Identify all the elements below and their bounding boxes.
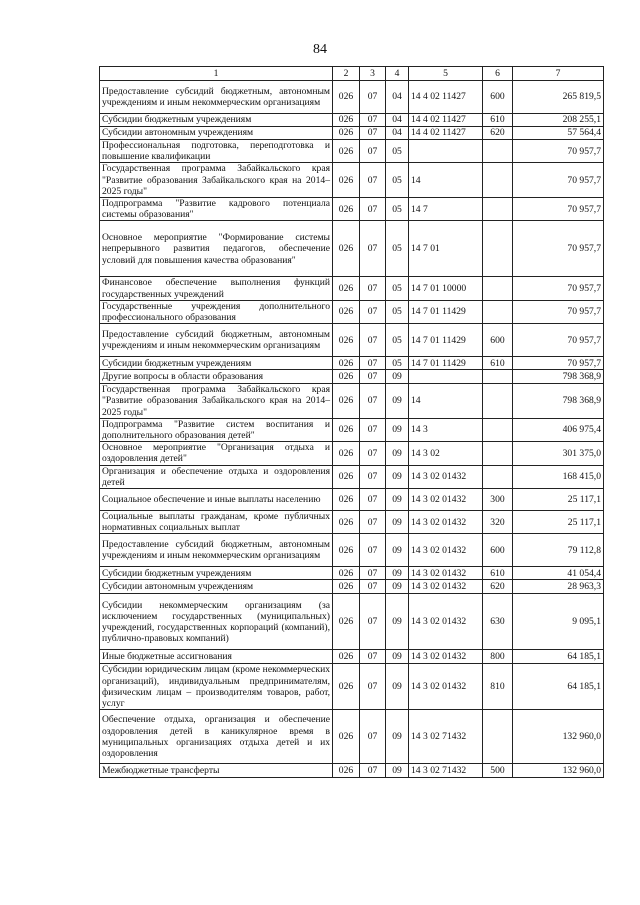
row-section: 07 — [360, 163, 386, 198]
row-subsection: 09 — [386, 580, 409, 594]
row-subsection: 05 — [386, 357, 409, 370]
row-subsection: 05 — [386, 221, 409, 277]
row-expense-type — [483, 465, 513, 488]
row-section: 07 — [360, 300, 386, 323]
row-subsection: 05 — [386, 324, 409, 357]
row-amount: 41 054,4 — [513, 567, 604, 580]
row-name: Профессиональная подготовка, переподготовка и повышение квалификации — [100, 140, 333, 163]
row-code-admin: 026 — [333, 489, 360, 511]
table-row — [100, 580, 604, 594]
row-subsection: 09 — [386, 418, 409, 441]
row-target-article: 14 4 02 11427 — [409, 127, 483, 140]
row-expense-type: 610 — [483, 114, 513, 127]
row-amount: 208 255,1 — [513, 114, 604, 127]
table-row — [100, 534, 604, 567]
row-section: 07 — [360, 357, 386, 370]
table-row — [100, 221, 604, 277]
table-row — [100, 198, 604, 221]
row-section: 07 — [360, 221, 386, 277]
row-expense-type: 600 — [483, 324, 513, 357]
row-section: 07 — [360, 465, 386, 488]
row-amount: 798 368,9 — [513, 370, 604, 384]
row-section: 07 — [360, 127, 386, 140]
row-name: Обеспечение отдыха, организация и обеспечение оздоровления детей в каникулярное время в муниципальных организациях отдыха детей и их оздоровления — [100, 710, 333, 764]
row-target-article: 14 3 02 — [409, 442, 483, 465]
row-target-article: 14 7 — [409, 198, 483, 221]
row-subsection: 09 — [386, 650, 409, 664]
row-subsection: 09 — [386, 534, 409, 567]
row-expense-type: 600 — [483, 534, 513, 567]
row-expense-type — [483, 418, 513, 441]
row-code-admin: 026 — [333, 357, 360, 370]
row-amount: 79 112,8 — [513, 534, 604, 567]
row-section: 07 — [360, 370, 386, 384]
row-amount: 132 960,0 — [513, 764, 604, 778]
row-name: Организация и обеспечение отдыха и оздоровления детей — [100, 465, 333, 488]
row-subsection: 05 — [386, 140, 409, 163]
table-row — [100, 664, 604, 710]
row-name: Предоставление субсидий бюджетным, автономным учреждениям и иным некоммерческим организациям — [100, 324, 333, 357]
row-amount: 798 368,9 — [513, 384, 604, 419]
row-target-article: 14 3 02 01432 — [409, 567, 483, 580]
row-expense-type — [483, 384, 513, 419]
row-name: Субсидии юридическим лицам (кроме некоммерческих организаций), индивидуальным предпринимателям, физическим лицам – производителям товаров, работ, услуг — [100, 664, 333, 710]
row-section: 07 — [360, 511, 386, 534]
table-row — [100, 594, 604, 650]
row-amount: 301 375,0 — [513, 442, 604, 465]
budget-table — [99, 66, 604, 778]
row-expense-type: 500 — [483, 764, 513, 778]
row-subsection: 09 — [386, 664, 409, 710]
row-target-article: 14 7 01 11429 — [409, 357, 483, 370]
table-row — [100, 384, 604, 419]
row-target-article: 14 3 02 01432 — [409, 534, 483, 567]
table-row — [100, 442, 604, 465]
row-expense-type: 620 — [483, 127, 513, 140]
row-target-article: 14 7 01 — [409, 221, 483, 277]
row-expense-type — [483, 300, 513, 323]
row-amount: 70 957,7 — [513, 324, 604, 357]
row-section: 07 — [360, 534, 386, 567]
row-name: Субсидии бюджетным учреждениям — [100, 114, 333, 127]
row-section: 07 — [360, 594, 386, 650]
table-row — [100, 140, 604, 163]
row-subsection: 09 — [386, 465, 409, 488]
row-code-admin: 026 — [333, 140, 360, 163]
row-code-admin: 026 — [333, 664, 360, 710]
header-col-5: 5 — [409, 67, 483, 81]
row-target-article: 14 3 02 71432 — [409, 764, 483, 778]
row-section: 07 — [360, 384, 386, 419]
row-code-admin: 026 — [333, 81, 360, 114]
table-row — [100, 163, 604, 198]
row-expense-type: 610 — [483, 567, 513, 580]
row-code-admin: 026 — [333, 114, 360, 127]
row-section: 07 — [360, 442, 386, 465]
table-row — [100, 81, 604, 114]
row-target-article: 14 3 02 01432 — [409, 594, 483, 650]
row-expense-type: 810 — [483, 664, 513, 710]
row-name: Субсидии некоммерческим организациям (за исключением государственных (муниципальных) учреждений, государственных корпораций (компаний), публично-правовых компаний) — [100, 594, 333, 650]
row-code-admin: 026 — [333, 163, 360, 198]
table-row — [100, 324, 604, 357]
row-code-admin: 026 — [333, 594, 360, 650]
row-amount: 25 117,1 — [513, 511, 604, 534]
table-row — [100, 127, 604, 140]
row-target-article: 14 — [409, 163, 483, 198]
table-row — [100, 567, 604, 580]
table-row — [100, 710, 604, 764]
row-code-admin: 026 — [333, 580, 360, 594]
row-name: Государственная программа Забайкальского края "Развитие образования Забайкальского края на 2014–2025 годы" — [100, 384, 333, 419]
row-code-admin: 026 — [333, 567, 360, 580]
row-subsection: 09 — [386, 764, 409, 778]
row-section: 07 — [360, 764, 386, 778]
table-row — [100, 418, 604, 441]
row-code-admin: 026 — [333, 370, 360, 384]
row-amount: 64 185,1 — [513, 650, 604, 664]
row-amount: 70 957,7 — [513, 140, 604, 163]
row-subsection: 04 — [386, 81, 409, 114]
row-expense-type: 610 — [483, 357, 513, 370]
row-subsection: 05 — [386, 300, 409, 323]
row-code-admin: 026 — [333, 764, 360, 778]
table-row — [100, 300, 604, 323]
row-target-article: 14 3 02 01432 — [409, 465, 483, 488]
row-subsection: 09 — [386, 442, 409, 465]
row-amount: 64 185,1 — [513, 664, 604, 710]
row-expense-type — [483, 140, 513, 163]
row-expense-type: 630 — [483, 594, 513, 650]
row-subsection: 05 — [386, 198, 409, 221]
row-name: Социальное обеспечение и иные выплаты населению — [100, 489, 333, 511]
row-code-admin: 026 — [333, 384, 360, 419]
table-row — [100, 764, 604, 778]
table-row — [100, 650, 604, 664]
row-target-article: 14 7 01 10000 — [409, 277, 483, 300]
row-name: Субсидии бюджетным учреждениям — [100, 357, 333, 370]
table-row — [100, 465, 604, 488]
row-subsection: 05 — [386, 163, 409, 198]
row-section: 07 — [360, 198, 386, 221]
row-section: 07 — [360, 489, 386, 511]
row-section: 07 — [360, 277, 386, 300]
row-code-admin: 026 — [333, 221, 360, 277]
row-code-admin: 026 — [333, 650, 360, 664]
row-subsection: 09 — [386, 384, 409, 419]
row-subsection: 05 — [386, 277, 409, 300]
table-row — [100, 511, 604, 534]
row-section: 07 — [360, 580, 386, 594]
table-row — [100, 277, 604, 300]
row-section: 07 — [360, 710, 386, 764]
row-name: Межбюджетные трансферты — [100, 764, 333, 778]
row-expense-type — [483, 370, 513, 384]
row-target-article: 14 4 02 11427 — [409, 81, 483, 114]
row-name: Государственная программа Забайкальского края "Развитие образования Забайкальского края на 2014–2025 годы" — [100, 163, 333, 198]
row-target-article: 14 7 01 11429 — [409, 300, 483, 323]
row-name: Предоставление субсидий бюджетным, автономным учреждениям и иным некоммерческим организациям — [100, 81, 333, 114]
page-number: 84 — [313, 42, 327, 57]
row-amount: 9 095,1 — [513, 594, 604, 650]
row-expense-type — [483, 163, 513, 198]
row-subsection: 09 — [386, 567, 409, 580]
row-target-article: 14 3 02 01432 — [409, 511, 483, 534]
row-name: Другие вопросы в области образования — [100, 370, 333, 384]
row-name: Финансовое обеспечение выполнения функций государственных учреждений — [100, 277, 333, 300]
row-amount: 265 819,5 — [513, 81, 604, 114]
row-target-article: 14 — [409, 384, 483, 419]
row-target-article — [409, 370, 483, 384]
row-amount: 70 957,7 — [513, 300, 604, 323]
header-col-4: 4 — [386, 67, 409, 81]
row-target-article: 14 4 02 11427 — [409, 114, 483, 127]
row-name: Иные бюджетные ассигнования — [100, 650, 333, 664]
row-expense-type — [483, 277, 513, 300]
row-expense-type: 320 — [483, 511, 513, 534]
row-amount: 25 117,1 — [513, 489, 604, 511]
row-amount: 70 957,7 — [513, 163, 604, 198]
row-amount: 70 957,7 — [513, 221, 604, 277]
table-row — [100, 357, 604, 370]
row-code-admin: 026 — [333, 418, 360, 441]
row-code-admin: 026 — [333, 127, 360, 140]
row-subsection: 09 — [386, 710, 409, 764]
table-row — [100, 370, 604, 384]
row-section: 07 — [360, 567, 386, 580]
row-expense-type: 800 — [483, 650, 513, 664]
row-amount: 57 564,4 — [513, 127, 604, 140]
row-name: Социальные выплаты гражданам, кроме публичных нормативных социальных выплат — [100, 511, 333, 534]
row-name: Основное мероприятие "Формирование системы непрерывного развития педагогов, обеспечение условий для повышения качества образования" — [100, 221, 333, 277]
header-row — [100, 67, 604, 81]
row-code-admin: 026 — [333, 277, 360, 300]
header-col-7: 7 — [513, 67, 604, 81]
row-amount: 28 963,3 — [513, 580, 604, 594]
row-code-admin: 026 — [333, 465, 360, 488]
row-code-admin: 026 — [333, 710, 360, 764]
row-expense-type — [483, 710, 513, 764]
row-expense-type — [483, 198, 513, 221]
row-target-article: 14 3 02 01432 — [409, 664, 483, 710]
row-name: Подпрограмма "Развитие систем воспитания и дополнительного образования детей" — [100, 418, 333, 441]
row-section: 07 — [360, 140, 386, 163]
table-row — [100, 114, 604, 127]
table-row — [100, 489, 604, 511]
row-amount: 132 960,0 — [513, 710, 604, 764]
row-expense-type — [483, 442, 513, 465]
row-code-admin: 026 — [333, 534, 360, 567]
row-expense-type: 600 — [483, 81, 513, 114]
row-code-admin: 026 — [333, 300, 360, 323]
row-section: 07 — [360, 664, 386, 710]
row-target-article: 14 3 — [409, 418, 483, 441]
row-target-article: 14 3 02 01432 — [409, 489, 483, 511]
row-code-admin: 026 — [333, 324, 360, 357]
row-subsection: 09 — [386, 594, 409, 650]
row-target-article — [409, 140, 483, 163]
header-col-6: 6 — [483, 67, 513, 81]
row-name: Подпрограмма "Развитие кадрового потенциала системы образования" — [100, 198, 333, 221]
row-subsection: 09 — [386, 489, 409, 511]
row-subsection: 04 — [386, 114, 409, 127]
row-amount: 406 975,4 — [513, 418, 604, 441]
row-expense-type — [483, 221, 513, 277]
row-subsection: 04 — [386, 127, 409, 140]
row-amount: 70 957,7 — [513, 357, 604, 370]
row-target-article: 14 7 01 11429 — [409, 324, 483, 357]
row-code-admin: 026 — [333, 198, 360, 221]
row-amount: 168 415,0 — [513, 465, 604, 488]
row-subsection: 09 — [386, 511, 409, 534]
row-name: Предоставление субсидий бюджетным, автономным учреждениям и иным некоммерческим организациям — [100, 534, 333, 567]
header-col-3: 3 — [360, 67, 386, 81]
row-name: Субсидии автономным учреждениям — [100, 127, 333, 140]
row-target-article: 14 3 02 01432 — [409, 650, 483, 664]
row-section: 07 — [360, 114, 386, 127]
header-col-1: 1 — [100, 67, 333, 81]
row-expense-type: 620 — [483, 580, 513, 594]
row-section: 07 — [360, 324, 386, 357]
row-code-admin: 026 — [333, 511, 360, 534]
row-amount: 70 957,7 — [513, 198, 604, 221]
row-name: Основное мероприятие "Организация отдыха и оздоровления детей" — [100, 442, 333, 465]
row-code-admin: 026 — [333, 442, 360, 465]
header-col-2: 2 — [333, 67, 360, 81]
row-target-article: 14 3 02 01432 — [409, 580, 483, 594]
row-name: Субсидии бюджетным учреждениям — [100, 567, 333, 580]
row-section: 07 — [360, 418, 386, 441]
row-expense-type: 300 — [483, 489, 513, 511]
row-subsection: 09 — [386, 370, 409, 384]
row-target-article: 14 3 02 71432 — [409, 710, 483, 764]
row-name: Государственные учреждения дополнительного профессионального образования — [100, 300, 333, 323]
row-section: 07 — [360, 81, 386, 114]
row-amount: 70 957,7 — [513, 277, 604, 300]
row-section: 07 — [360, 650, 386, 664]
row-name: Субсидии автономным учреждениям — [100, 580, 333, 594]
